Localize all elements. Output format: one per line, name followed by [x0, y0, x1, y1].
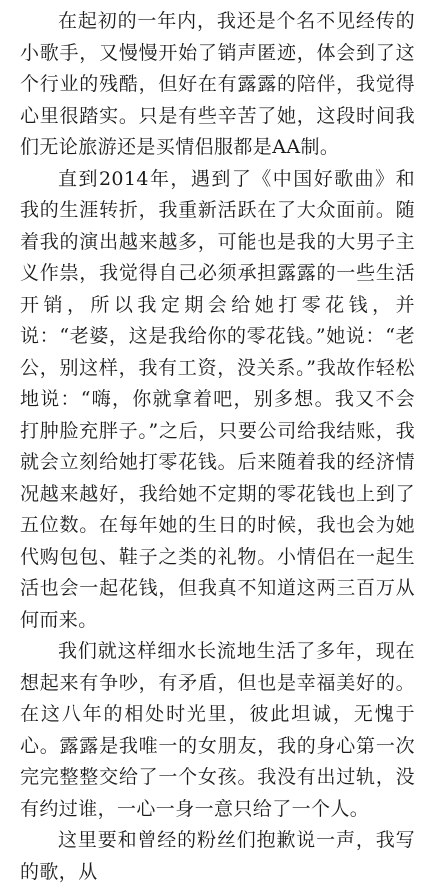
- paragraph-1: 在起初的一年内，我还是个名不见经传的小歌手，又慢慢开始了销声匿迹，体会到了这个行业的残酷，但好在有露露的陪伴，我觉得心里很踏实。只是有些辛苦了她，这段时间我们无论旅游还是买情侣服都是AA制。: [20, 10, 415, 158]
- paragraph-4: 这里要和曾经的粉丝们抱歉说一声，我写的歌，从: [20, 829, 415, 883]
- paragraph-2: 直到2014年，遇到了《中国好歌曲》和我的生涯转折，我重新活跃在了大众面前。随着我的演出越来越多，可能也是我的大男子主义作祟，我觉得自己必须承担露露的一些生活开销，所以我定期会给她打零花钱，并说：“老婆，这是我给你的零花钱。”她说：“老公，别这样，我有工资，没关系。”我故作轻松地说：“嗨，你就拿着吧，别多想。我又不会打肿脸充胖子。”之后，只要公司给我结账，我就会立刻给她打零花钱。后来随着我的经济情况越来越好，我给她不定期的零花钱也上到了五位数。在每年她的生日的时候，我也会为她代购包包、鞋子之类的礼物。小情侣在一起生活也会一起花钱，但我真不知道这两三百万从何而来。: [20, 167, 415, 631]
- paragraph-3: 我们就这样细水长流地生活了多年，现在想起来有争吵，有矛盾，但也是幸福美好的。在这八年的相处时光里，彼此坦诚，无愧于心。露露是我唯一的女朋友，我的身心第一次完完整整交给了一个女孩。我没有出过轨，没有约过谁，一心一身一意只给了一个人。: [20, 640, 415, 820]
